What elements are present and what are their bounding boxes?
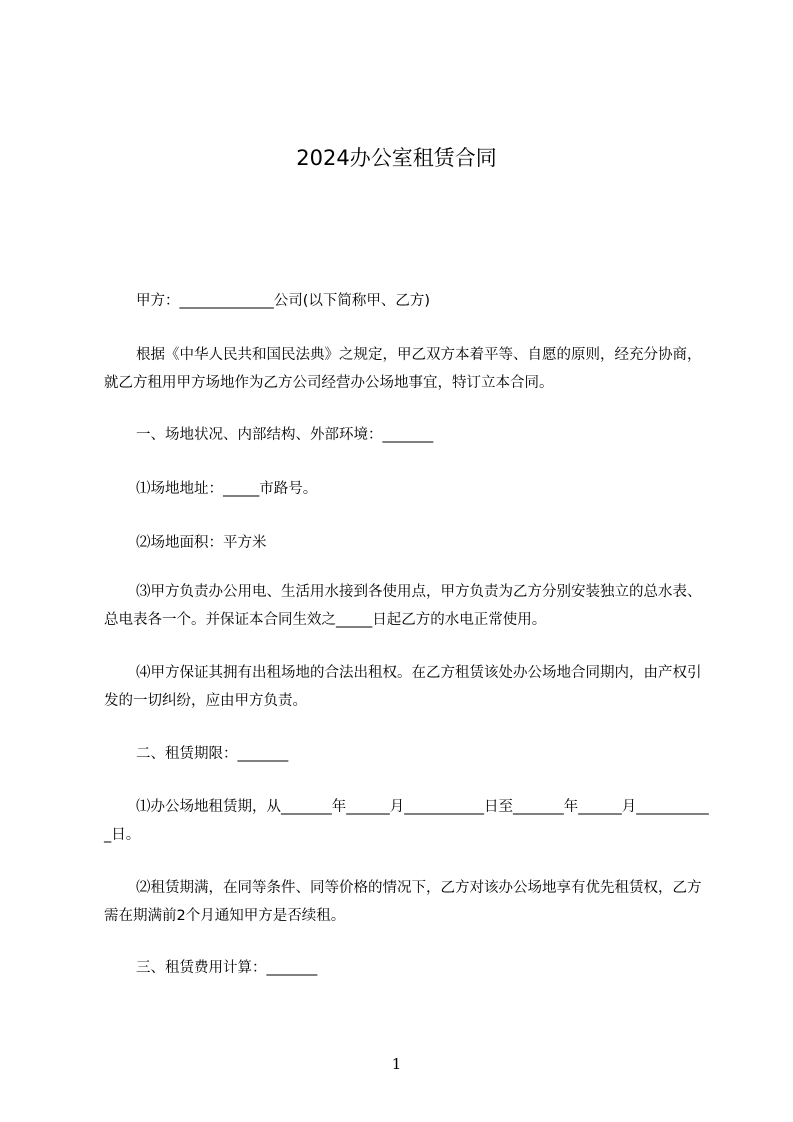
preamble-paragraph: 根据《中华人民共和国民法典》之规定，甲乙双方本着平等、自愿的原则，经充分协商，就乙方租用甲方场地作为乙方公司经营办公场地事宜，特订立本合同。 (104, 347, 702, 391)
clause-1-4: ⑷甲方保证其拥有出租场地的合法出租权。在乙方租赁该处办公场地合同期内，由产权引发的一切纠纷，应由甲方负责。 (104, 665, 702, 709)
clause-1-3: ⑶甲方负责办公用电、生活用水接到各使用点，甲方负责为乙方分别安装独立的总水表、总电表各一个。并保证本合同生效之_____日起乙方的水电正常使用。 (104, 584, 702, 628)
clause-2-2: ⑵租赁期满，在同等条件、同等价格的情况下，乙方对该办公场地享有优先租赁权，乙方需在期满前2个月通知甲方是否续租。 (104, 880, 702, 924)
page-number: 1 (391, 1055, 402, 1073)
clause-1-2: ⑵场地面积：平方米 (136, 535, 267, 551)
party-a-line: 甲方：_____________公司(以下简称甲、乙方) (136, 293, 431, 309)
section-1-heading: 一、场地状况、内部结构、外部环境：_______ (136, 427, 434, 443)
clause-1-1: ⑴场地地址：_____市路号。 (136, 481, 318, 497)
document-title: 2024办公室租赁合同 (296, 146, 497, 170)
section-3-heading: 三、租赁费用计算：_______ (136, 960, 318, 976)
section-2-heading: 二、租赁期限：_______ (136, 746, 289, 762)
clause-2-1: ⑴办公场地租赁期，从_______年______月___________日至_______年______月___________日。 (104, 799, 709, 843)
